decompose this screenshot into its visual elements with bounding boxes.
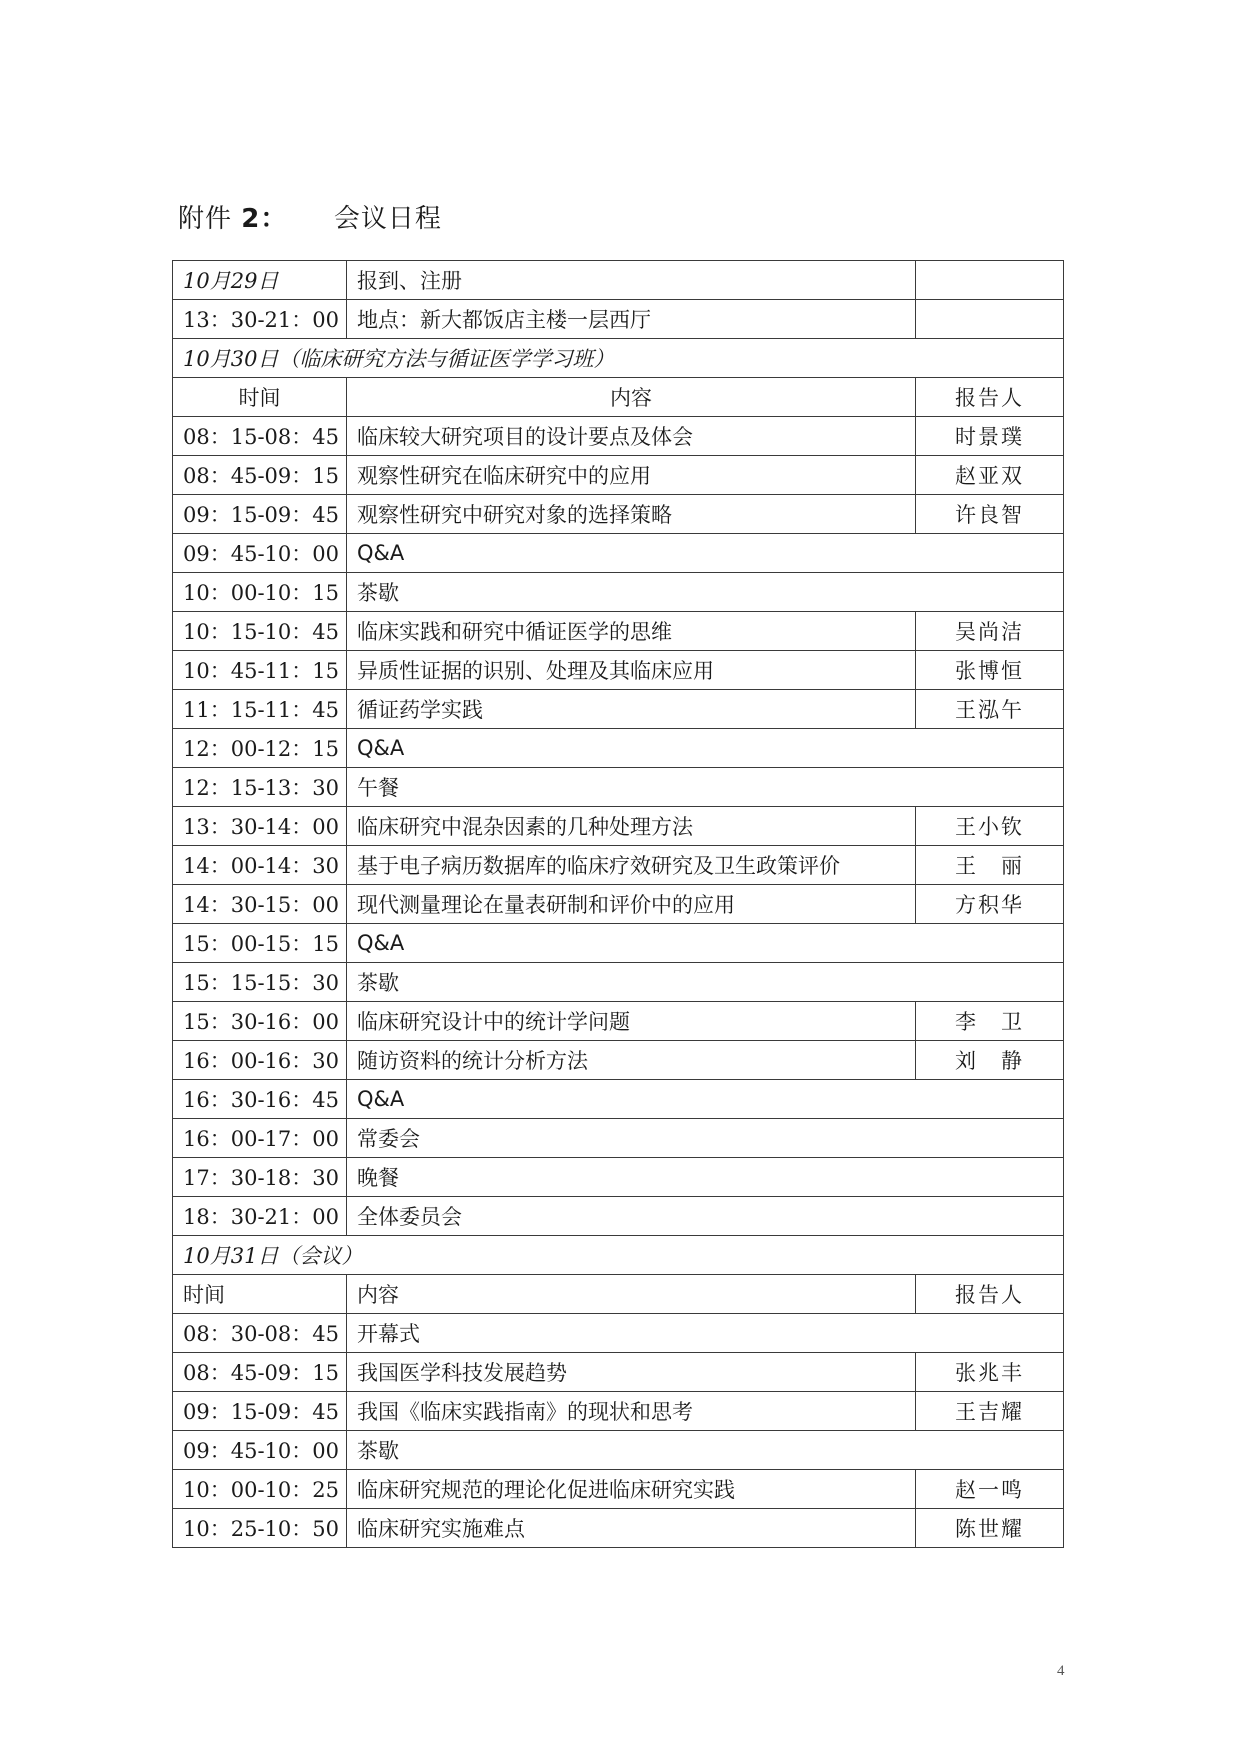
- row-time: 14：00-14：30: [173, 846, 347, 885]
- day1-time: 13：30-21：00: [173, 300, 347, 339]
- row-content: 我国医学科技发展趋势: [347, 1353, 916, 1392]
- row-time: 18：30-21：00: [173, 1197, 347, 1236]
- row-content: Q&A: [347, 924, 1064, 963]
- page-number: 4: [1057, 1663, 1065, 1679]
- row-speaker: 王吉耀: [916, 1392, 1064, 1431]
- row-content: 临床研究设计中的统计学问题: [347, 1002, 916, 1041]
- row-time: 09：45-10：00: [173, 1431, 347, 1470]
- day1-activity: 报到、注册: [347, 261, 916, 300]
- row-speaker: 刘 静: [916, 1041, 1064, 1080]
- row-content: 临床较大研究项目的设计要点及体会: [347, 417, 916, 456]
- row-content: 茶歇: [347, 963, 1064, 1002]
- row-time: 10：15-10：45: [173, 612, 347, 651]
- row-time: 15：30-16：00: [173, 1002, 347, 1041]
- table-row: [173, 417, 1064, 456]
- heading-title: 会议日程: [333, 204, 442, 234]
- day3-title-row: [173, 1236, 1064, 1275]
- row-time: 12：15-13：30: [173, 768, 347, 807]
- row-time: 15：15-15：30: [173, 963, 347, 1002]
- table-row: [173, 1509, 1064, 1548]
- row-time: 08：15-08：45: [173, 417, 347, 456]
- row-content: 观察性研究中研究对象的选择策略: [347, 495, 916, 534]
- row-time: 08：30-08：45: [173, 1314, 347, 1353]
- table-row: [173, 1158, 1064, 1197]
- header-content: 内容: [347, 378, 916, 417]
- row-content: 茶歇: [347, 573, 1064, 612]
- row-time: 10：00-10：25: [173, 1470, 347, 1509]
- row-time: 08：45-09：15: [173, 1353, 347, 1392]
- table-row: [173, 1392, 1064, 1431]
- row-content: 午餐: [347, 768, 1064, 807]
- row-content: 临床研究规范的理论化促进临床研究实践: [347, 1470, 916, 1509]
- row-speaker: 王 丽: [916, 846, 1064, 885]
- day3-title: 10月31日（会议）: [173, 1236, 1064, 1275]
- row-content: 开幕式: [347, 1314, 1064, 1353]
- row-content: 晚餐: [347, 1158, 1064, 1197]
- table-row: [173, 1119, 1064, 1158]
- day1-row-location: [173, 300, 1064, 339]
- row-speaker: 王小钦: [916, 807, 1064, 846]
- row-speaker: 张博恒: [916, 651, 1064, 690]
- header-content: 内容: [347, 1275, 916, 1314]
- row-content: 临床研究实施难点: [347, 1509, 916, 1548]
- row-time: 10：45-11：15: [173, 651, 347, 690]
- row-time: 17：30-18：30: [173, 1158, 347, 1197]
- row-content: Q&A: [347, 729, 1064, 768]
- row-speaker: 张兆丰: [916, 1353, 1064, 1392]
- table-row: [173, 729, 1064, 768]
- row-content: Q&A: [347, 1080, 1064, 1119]
- row-time: 16：00-17：00: [173, 1119, 347, 1158]
- table-row: [173, 885, 1064, 924]
- row-speaker: 方积华: [916, 885, 1064, 924]
- table-row: [173, 807, 1064, 846]
- row-content: 现代测量理论在量表研制和评价中的应用: [347, 885, 916, 924]
- row-content: 常委会: [347, 1119, 1064, 1158]
- row-time: 09：45-10：00: [173, 534, 347, 573]
- row-time: 16：00-16：30: [173, 1041, 347, 1080]
- row-content: 我国《临床实践指南》的现状和思考: [347, 1392, 916, 1431]
- header-time: 时间: [173, 1275, 347, 1314]
- table-row: [173, 690, 1064, 729]
- row-content: 异质性证据的识别、处理及其临床应用: [347, 651, 916, 690]
- table-row: [173, 846, 1064, 885]
- table-row: [173, 1041, 1064, 1080]
- row-content: 基于电子病历数据库的临床疗效研究及卫生政策评价: [347, 846, 916, 885]
- row-content: 临床实践和研究中循证医学的思维: [347, 612, 916, 651]
- row-content: 循证药学实践: [347, 690, 916, 729]
- day2-title: 10月30日（临床研究方法与循证医学学习班）: [173, 339, 1064, 378]
- table-row: [173, 456, 1064, 495]
- day1-row-date: [173, 261, 1064, 300]
- row-time: 11：15-11：45: [173, 690, 347, 729]
- row-time: 16：30-16：45: [173, 1080, 347, 1119]
- table-row: [173, 924, 1064, 963]
- row-time: 14：30-15：00: [173, 885, 347, 924]
- table-row: [173, 1431, 1064, 1470]
- row-content: Q&A: [347, 534, 1064, 573]
- header-speaker: 报告人: [916, 378, 1064, 417]
- table-row: [173, 1002, 1064, 1041]
- row-content: 全体委员会: [347, 1197, 1064, 1236]
- schedule-table: [172, 260, 1064, 1548]
- table-row: [173, 534, 1064, 573]
- row-speaker: 赵一鸣: [916, 1470, 1064, 1509]
- row-content: 茶歇: [347, 1431, 1064, 1470]
- day3-header-row: [173, 1275, 1064, 1314]
- day2-title-row: [173, 339, 1064, 378]
- table-row: [173, 1197, 1064, 1236]
- day1-date: 10月29日: [173, 261, 347, 300]
- table-row: [173, 1314, 1064, 1353]
- table-row: [173, 612, 1064, 651]
- table-row: [173, 651, 1064, 690]
- row-speaker: 许良智: [916, 495, 1064, 534]
- row-content: 随访资料的统计分析方法: [347, 1041, 916, 1080]
- row-speaker: 李 卫: [916, 1002, 1064, 1041]
- table-row: [173, 768, 1064, 807]
- row-content: 观察性研究在临床研究中的应用: [347, 456, 916, 495]
- row-time: 10：25-10：50: [173, 1509, 347, 1548]
- row-speaker: 吴尚洁: [916, 612, 1064, 651]
- row-time: 10：00-10：15: [173, 573, 347, 612]
- table-row: [173, 1353, 1064, 1392]
- day1-location: 地点：新大都饭店主楼一层西厅: [347, 300, 916, 339]
- row-time: 09：15-09：45: [173, 1392, 347, 1431]
- row-speaker: 王泓午: [916, 690, 1064, 729]
- day2-header-row: [173, 378, 1064, 417]
- page-heading: [178, 198, 442, 235]
- table-row: [173, 1080, 1064, 1119]
- row-time: 12：00-12：15: [173, 729, 347, 768]
- row-speaker: 赵亚双: [916, 456, 1064, 495]
- row-time: 09：15-09：45: [173, 495, 347, 534]
- day1-speaker-empty: [916, 300, 1064, 339]
- header-speaker: 报告人: [916, 1275, 1064, 1314]
- header-time: 时间: [173, 378, 347, 417]
- row-speaker: 时景璞: [916, 417, 1064, 456]
- table-row: [173, 495, 1064, 534]
- table-row: [173, 963, 1064, 1002]
- heading-prefix: 附件: [178, 204, 233, 234]
- table-row: [173, 1470, 1064, 1509]
- row-time: 15：00-15：15: [173, 924, 347, 963]
- row-time: 13：30-14：00: [173, 807, 347, 846]
- row-speaker: 陈世耀: [916, 1509, 1064, 1548]
- table-row: [173, 573, 1064, 612]
- row-content: 临床研究中混杂因素的几种处理方法: [347, 807, 916, 846]
- heading-number: 2：: [241, 204, 288, 234]
- row-time: 08：45-09：15: [173, 456, 347, 495]
- day1-speaker-empty: [916, 261, 1064, 300]
